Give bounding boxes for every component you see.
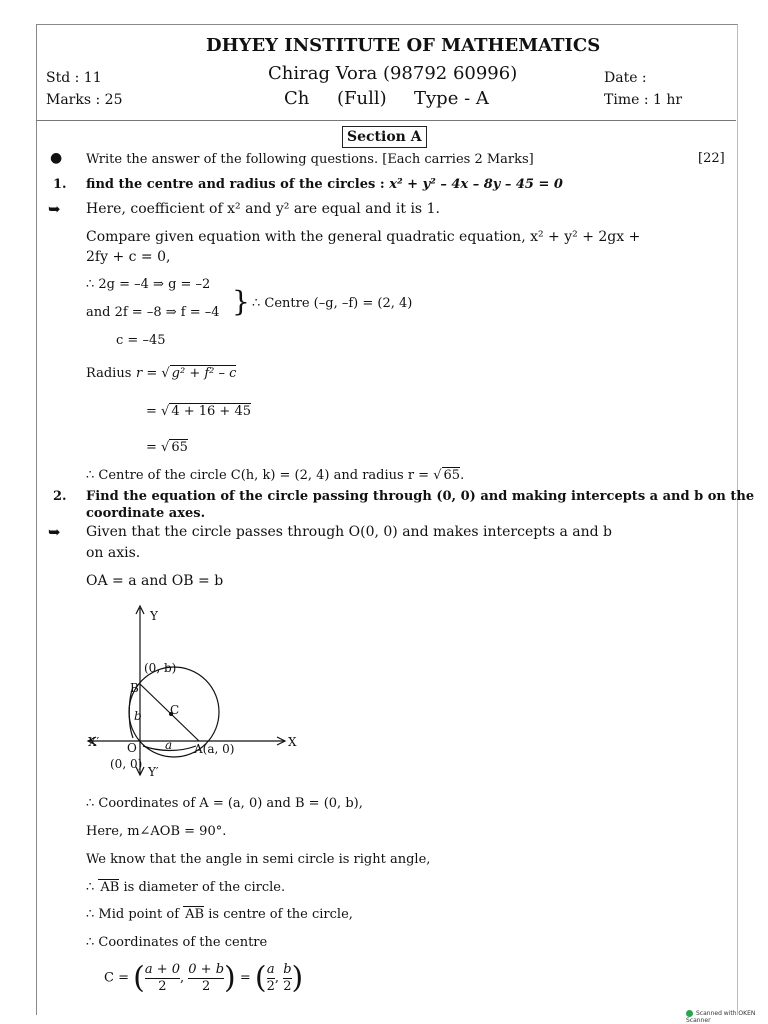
b-segment-label: b bbox=[134, 709, 142, 723]
comma: , bbox=[180, 970, 189, 986]
q2-line-7-pre: ∴ bbox=[86, 880, 99, 895]
q1-line-3: 2fy + c = 0, bbox=[86, 249, 171, 265]
bullet-icon: ● bbox=[50, 150, 63, 166]
scanner-credit bbox=[686, 1010, 768, 1024]
q2-line-2: on axis. bbox=[86, 545, 141, 561]
open-paren: ( bbox=[133, 960, 145, 996]
full-label: (Full) bbox=[337, 88, 387, 109]
fraction-2-num: 0 + b bbox=[188, 962, 225, 977]
fraction-2-den: 2 bbox=[202, 979, 211, 994]
fraction-4 bbox=[283, 962, 291, 995]
q1-line-1: Here, coefficient of x² and y² are equal and it is 1. bbox=[86, 201, 440, 217]
radius-step-3-eq: = bbox=[146, 440, 162, 455]
q2-number: 2. bbox=[53, 489, 67, 504]
y-neg-label: Y′ bbox=[148, 765, 159, 779]
scanner-credit-text: Scanned with OKEN Scanner bbox=[686, 1010, 756, 1024]
equals: = bbox=[235, 970, 255, 986]
b-coord-label: (0, b) bbox=[144, 661, 177, 675]
radius-step-2-eq: = bbox=[146, 404, 162, 419]
q1-question bbox=[86, 177, 563, 192]
q1-line-4: ∴ 2g = –4 ⇒ g = –2 bbox=[86, 277, 211, 292]
a-segment-label: a bbox=[165, 738, 173, 752]
q2-line-4: ∴ Coordinates of A = (a, 0) and B = (0, b), bbox=[86, 796, 363, 811]
q1-line-6: c = –45 bbox=[116, 333, 166, 348]
q2-line-8 bbox=[86, 907, 353, 922]
q2-question-line-1: Find the equation of the circle passing through (0, 0) and making intercepts a and b on the bbox=[86, 489, 755, 504]
q2-line-6: We know that the angle in semi circle is right angle, bbox=[86, 852, 431, 867]
q2-question-line-2: coordinate axes. bbox=[86, 506, 206, 521]
total-marks: [22] bbox=[698, 151, 725, 166]
institute-title: DHYEY INSTITUTE OF MATHEMATICS bbox=[206, 35, 601, 56]
q2-line-7 bbox=[86, 880, 285, 895]
q2-line-8-post: is centre of the circle, bbox=[204, 907, 353, 922]
q1-line-5: and 2f = –8 ⇒ f = –4 bbox=[86, 305, 220, 320]
fraction-3-num: a bbox=[266, 962, 275, 977]
radius-root: g² + f² – c bbox=[171, 366, 237, 381]
fraction-1 bbox=[145, 962, 180, 995]
q1-centre-result: ∴ Centre (–g, –f) = (2, 4) bbox=[252, 296, 413, 311]
radius-step-3-root: 65 bbox=[171, 440, 188, 455]
header-divider bbox=[36, 120, 736, 121]
segment-ab: AB bbox=[100, 880, 120, 895]
marks-label: Marks : 25 bbox=[46, 92, 123, 108]
time-label: Time : 1 hr bbox=[604, 92, 683, 108]
radius-label: Radius bbox=[86, 366, 132, 381]
section-heading: Section A bbox=[342, 126, 427, 148]
fraction-4-num: b bbox=[283, 962, 292, 977]
arrow-bullet-icon: ➥ bbox=[48, 200, 61, 218]
q2-line-1: Given that the circle passes through O(0, 0) and makes intercepts a and b bbox=[86, 524, 612, 540]
q1-number: 1. bbox=[53, 177, 67, 192]
fraction-1-num: a + 0 bbox=[144, 962, 181, 977]
radius-eq: r = bbox=[136, 366, 162, 381]
radius-step-3: = √ 65 bbox=[146, 440, 188, 455]
q1-question-text: find the centre and radius of the circles : bbox=[86, 177, 385, 192]
chapter-label: Ch bbox=[284, 88, 310, 109]
comma: , bbox=[274, 970, 284, 986]
instruction-text: Write the answer of the following questions. [Each carries 2 Marks] bbox=[86, 152, 534, 167]
std-label: Std : 11 bbox=[46, 70, 102, 86]
q1-conclusion: ∴ Centre of the circle C(h, k) = (2, 4) and radius r = √ 65. bbox=[86, 468, 465, 483]
fraction-4-den: 2 bbox=[283, 979, 292, 994]
q2-line-8-pre: ∴ Mid point of bbox=[86, 907, 184, 922]
centre-formula bbox=[104, 962, 303, 995]
arrow-bullet-icon: ➥ bbox=[48, 523, 61, 541]
q2-line-3: OA = a and OB = b bbox=[86, 573, 224, 589]
type-label: Type - A bbox=[414, 88, 489, 109]
radius-formula: r = √ g² + f² – c bbox=[136, 366, 237, 381]
o-coord-label: (0, 0) bbox=[110, 757, 143, 771]
q2-line-7-post: is diameter of the circle. bbox=[119, 880, 286, 895]
o-label: O bbox=[127, 741, 137, 755]
q1-conclusion-end: . bbox=[460, 468, 465, 483]
q1-conclusion-text: ∴ Centre of the circle C(h, k) = (2, 4) and radius r = bbox=[86, 468, 434, 483]
b-point-label: B bbox=[130, 681, 139, 695]
q1-equation: x² + y² – 4x – 8y – 45 = 0 bbox=[389, 177, 563, 192]
fraction-3 bbox=[267, 962, 275, 995]
centre-lhs: C = bbox=[104, 970, 134, 986]
close-paren: ) bbox=[224, 960, 236, 996]
x-label: X bbox=[288, 735, 297, 749]
radius-step-2-root: 4 + 16 + 45 bbox=[171, 404, 251, 419]
q2-line-9: ∴ Coordinates of the centre bbox=[86, 935, 268, 950]
a-point-label: A(a, 0) bbox=[194, 742, 235, 756]
q2-line-5: Here, m∠AOB = 90°. bbox=[86, 824, 227, 839]
teacher-name: Chirag Vora (98792 60996) bbox=[268, 63, 518, 84]
radius-step-2: = √ 4 + 16 + 45 bbox=[146, 404, 251, 419]
segment-ab: AB bbox=[185, 907, 205, 922]
circle-intercepts-diagram bbox=[80, 600, 310, 785]
open-paren: ( bbox=[254, 960, 267, 996]
c-label: C bbox=[170, 703, 180, 717]
right-brace: } bbox=[232, 285, 250, 318]
fraction-3-den: 2 bbox=[266, 979, 275, 994]
fraction-2 bbox=[188, 962, 224, 995]
x-neg-label: X′ bbox=[88, 735, 100, 749]
y-label: Y bbox=[150, 609, 158, 623]
close-paren: ) bbox=[291, 960, 304, 996]
q1-conclusion-root: 65 bbox=[443, 468, 461, 483]
q1-line-2: Compare given equation with the general quadratic equation, x² + y² + 2gx + bbox=[86, 229, 641, 245]
fraction-1-den: 2 bbox=[158, 979, 167, 994]
date-label: Date : bbox=[604, 70, 647, 86]
scanner-logo-icon bbox=[686, 1010, 693, 1017]
